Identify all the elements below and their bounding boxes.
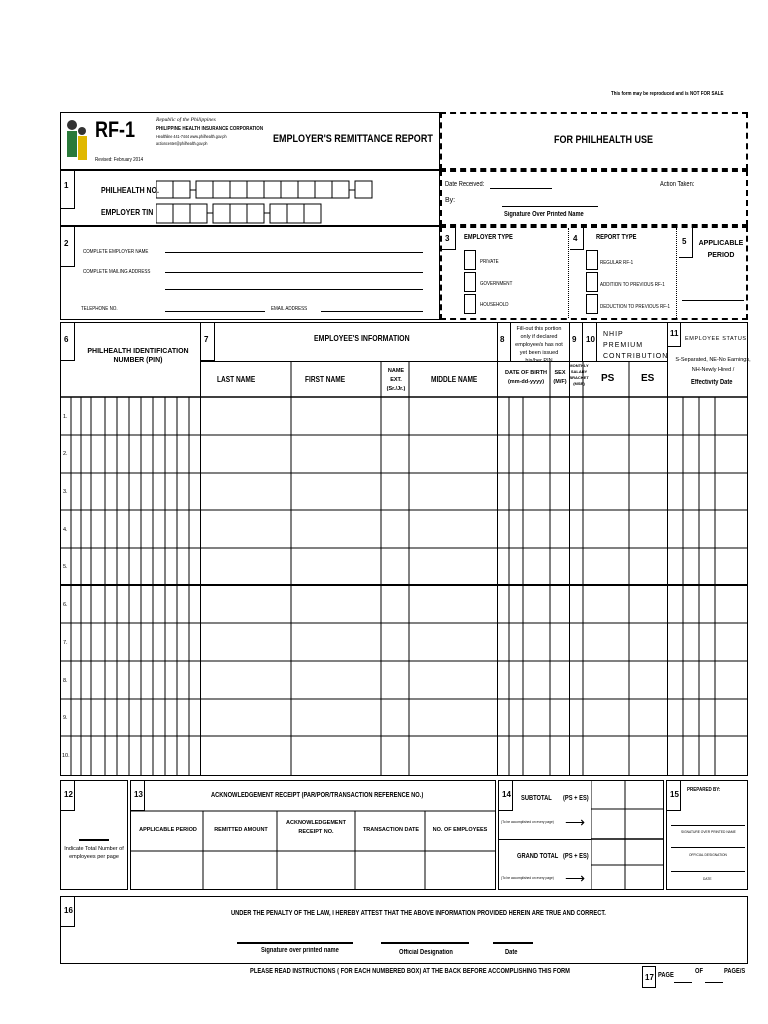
msb-header: MONTHLY SALARY BRACKET (MSB) bbox=[569, 363, 589, 386]
col-applicable-period: APPLICABLE PERIOD bbox=[139, 827, 197, 833]
ps-header: PS bbox=[601, 373, 615, 384]
row-number: 10. bbox=[62, 753, 70, 759]
addition-label: ADDITION TO PREVIOUS RF-1 bbox=[600, 282, 665, 288]
signature-field[interactable] bbox=[237, 942, 353, 944]
reproduction-notice: This form may be reproduced and is NOT FOR SALE bbox=[610, 91, 724, 97]
page-label: PAGE bbox=[658, 972, 674, 979]
philhealth-use-label: FOR PHILHEALTH USE bbox=[554, 134, 654, 146]
section-3-number: 3 bbox=[442, 228, 456, 250]
section-12 bbox=[60, 780, 128, 890]
instructions-note: PLEASE READ INSTRUCTIONS ( FOR EACH NUMBERED BOX) AT THE BACK BEFORE ACCOMPLISHING THIS FORM bbox=[250, 968, 570, 975]
philhealth-no-label: PHILHEALTH NO. bbox=[101, 185, 159, 195]
report-title: EMPLOYER'S REMITTANCE REPORT bbox=[273, 133, 433, 145]
col-remitted-amount: REMITTED AMOUNT bbox=[214, 827, 268, 833]
totals-grid bbox=[591, 781, 663, 889]
regular-rf1-label: REGULAR RF-1 bbox=[600, 260, 634, 266]
section-10-number: 10 bbox=[583, 323, 597, 361]
date-field[interactable] bbox=[671, 871, 745, 872]
section-15-number: 15 bbox=[667, 781, 681, 811]
sex-header: SEX (M/F) bbox=[553, 370, 567, 385]
prepared-by-label: PREPARED BY: bbox=[687, 787, 721, 793]
total-pages-field[interactable] bbox=[705, 982, 723, 983]
pin-header: PHILHEALTH IDENTIFICATION NUMBER (PIN) bbox=[87, 348, 189, 364]
mailing-address-field-2[interactable] bbox=[165, 289, 423, 290]
mailing-address-label: COMPLETE MAILING ADDRESS bbox=[83, 269, 151, 275]
regular-rf1-checkbox[interactable] bbox=[586, 250, 598, 270]
employer-name-label: COMPLETE EMPLOYER NAME bbox=[83, 249, 149, 255]
attestation-text: UNDER THE PENALTY OF THE LAW, I HEREBY ATTEST THAT THE ABOVE INFORMATION PROVIDED HEREIN ARE TRUE AND CORRECT. bbox=[231, 910, 606, 917]
dob-header: DATE OF BIRTH (mm-dd-yyyy) bbox=[504, 370, 548, 385]
section-5-number: 5 bbox=[679, 228, 693, 258]
philhealth-logo-icon bbox=[65, 119, 89, 165]
email-field[interactable] bbox=[321, 311, 423, 312]
total-employees-label: Indicate Total Number of employees per page bbox=[64, 846, 124, 860]
section-13 bbox=[130, 780, 496, 890]
contact-line-1: Healthline 441-7444 www.philhealth.gov.ph bbox=[156, 134, 227, 139]
philhealth-no-input[interactable] bbox=[156, 180, 376, 205]
section-2-number: 2 bbox=[61, 227, 75, 267]
philhealth-use-box bbox=[440, 112, 748, 170]
row-number: 7. bbox=[63, 640, 68, 646]
sections-3-4-5 bbox=[440, 226, 748, 320]
applicable-period-title: APPLICABLE PERIOD bbox=[698, 240, 744, 259]
row-number: 3. bbox=[63, 489, 68, 495]
premium-header: NHIP PREMIUM CONTRIBUTION bbox=[603, 331, 669, 360]
designation-field[interactable] bbox=[381, 942, 469, 944]
first-name-header: FIRST NAME bbox=[305, 375, 346, 384]
of-label: OF bbox=[695, 968, 703, 975]
section-1-number: 1 bbox=[61, 171, 75, 209]
deduction-label: DEDUCTION TO PREVIOUS RF-1 bbox=[600, 304, 671, 310]
effectivity-header: Effectivity Date bbox=[691, 379, 733, 386]
official-designation-label: OFFICIAL DESIGNATION bbox=[689, 852, 727, 857]
signature-label: Signature over printed name bbox=[261, 947, 339, 954]
status-legend: S-Separated, NE-No Earnings, NH-Newly Hired / bbox=[675, 357, 751, 373]
section-16-number: 16 bbox=[61, 897, 75, 927]
total-employees-field[interactable] bbox=[79, 839, 109, 841]
grand-total-every-page: (To be accomplished on every page) bbox=[501, 875, 554, 880]
prepared-by-signature-field[interactable] bbox=[671, 825, 745, 826]
subtotal-ps-es: (PS + ES) bbox=[563, 795, 589, 802]
form-header bbox=[60, 112, 440, 170]
deduction-checkbox[interactable] bbox=[586, 294, 598, 314]
date-field[interactable] bbox=[493, 942, 533, 944]
section-11-number: 11 bbox=[667, 323, 681, 347]
email-label: EMAIL ADDRESS bbox=[271, 306, 308, 312]
report-type-title: REPORT TYPE bbox=[596, 234, 637, 241]
employee-table bbox=[60, 322, 751, 776]
revised-date: Revised: February 2014 bbox=[95, 157, 144, 163]
subtotal-every-page: (To be accomplished on every page) bbox=[501, 819, 554, 824]
signature-label: Signature Over Printed Name bbox=[504, 211, 584, 218]
date-label: Date bbox=[505, 949, 518, 956]
date-label: DATE bbox=[703, 876, 712, 881]
section-7-number: 7 bbox=[201, 323, 215, 361]
employee-status-header: EMPLOYEE STATUS bbox=[685, 336, 747, 342]
grand-total-arrow-icon: ⟶ bbox=[565, 870, 586, 886]
section-17-number: 17 bbox=[642, 966, 656, 988]
col-ack-receipt-no: ACKNOWLEDGEMENT RECEIPT NO. bbox=[286, 820, 346, 835]
section-2 bbox=[60, 226, 440, 320]
telephone-label: TELEPHONE NO. bbox=[81, 306, 118, 312]
government-checkbox[interactable] bbox=[464, 272, 476, 292]
grand-total-ps-es: (PS + ES) bbox=[563, 853, 589, 860]
section-1 bbox=[60, 170, 440, 226]
section-16 bbox=[60, 896, 748, 964]
addition-checkbox[interactable] bbox=[586, 272, 598, 292]
fill-out-note: Fill-out this portion only if declared employee/s has not yet been issued his/her PIN bbox=[515, 326, 563, 364]
philhealth-use-section-1 bbox=[440, 170, 748, 226]
designation-field[interactable] bbox=[671, 847, 745, 848]
employer-type-title: EMPLOYER TYPE bbox=[464, 234, 513, 241]
date-received-label: Date Received: bbox=[445, 181, 485, 188]
section-9-number: 9 bbox=[569, 323, 583, 361]
private-label: PRIVATE bbox=[480, 259, 499, 265]
official-designation-label: Official Designation bbox=[399, 949, 453, 956]
mailing-address-field-1[interactable] bbox=[165, 272, 423, 273]
row-number: 2. bbox=[63, 451, 68, 457]
ack-title: ACKNOWLEDGEMENT RECEIPT (PAR/POR/TRANSACTION REFERENCE NO.) bbox=[211, 792, 424, 799]
row-number: 4. bbox=[63, 527, 68, 533]
employer-name-field[interactable] bbox=[165, 252, 423, 253]
pages-label: PAGE/S bbox=[724, 968, 746, 975]
page-number-field[interactable] bbox=[674, 982, 692, 983]
row-number: 8. bbox=[63, 678, 68, 684]
corporation-name: PHILIPPINE HEALTH INSURANCE CORPORATION bbox=[156, 126, 264, 132]
section-14-number: 14 bbox=[499, 781, 513, 811]
row-number: 5. bbox=[63, 564, 68, 570]
form-code: RF-1 bbox=[95, 117, 136, 142]
row-number: 9. bbox=[63, 715, 68, 721]
name-ext-header: NAME EXT. (Sr./Jr.) bbox=[386, 368, 406, 392]
section-14 bbox=[498, 780, 664, 890]
section-4-number: 4 bbox=[570, 228, 584, 250]
household-label: HOUSEHOLD bbox=[480, 302, 509, 308]
middle-name-header: MIDDLE NAME bbox=[431, 375, 478, 384]
subtotal-arrow-icon: ⟶ bbox=[565, 814, 586, 830]
subtotal-label: SUBTOTAL bbox=[521, 795, 552, 802]
col-no-employees: NO. OF EMPLOYEES bbox=[432, 827, 488, 833]
government-label: GOVERNMENT bbox=[480, 281, 513, 287]
date-received-field[interactable] bbox=[490, 188, 552, 189]
row-number: 6. bbox=[63, 602, 68, 608]
action-taken-label: Action Taken: bbox=[660, 181, 695, 188]
republic-label: Republic of the Philippines bbox=[156, 117, 216, 123]
private-checkbox[interactable] bbox=[464, 250, 476, 270]
table-grid bbox=[61, 323, 747, 775]
by-label: By: bbox=[445, 197, 456, 204]
section-13-number: 13 bbox=[131, 781, 145, 811]
telephone-field[interactable] bbox=[165, 311, 265, 312]
section-15 bbox=[666, 780, 748, 890]
employer-tin-label: EMPLOYER TIN bbox=[101, 207, 154, 217]
household-checkbox[interactable] bbox=[464, 294, 476, 314]
section-8-number: 8 bbox=[497, 323, 511, 361]
last-name-header: LAST NAME bbox=[217, 375, 256, 384]
applicable-period-field[interactable] bbox=[682, 300, 744, 301]
section-12-number: 12 bbox=[61, 781, 75, 811]
es-header: ES bbox=[641, 373, 655, 384]
row-number: 1. bbox=[63, 414, 68, 420]
grand-total-label: GRAND TOTAL bbox=[517, 853, 559, 860]
contact-line-2: actioncenter@philhealth.gov.ph bbox=[156, 141, 208, 146]
employee-info-header: EMPLOYEE'S INFORMATION bbox=[314, 333, 410, 343]
col-transaction-date: TRANSACTION DATE bbox=[362, 827, 420, 833]
section-6-number: 6 bbox=[61, 323, 75, 361]
by-field[interactable] bbox=[502, 206, 598, 207]
signature-over-name-label: SIGNATURE OVER PRINTED NAME bbox=[681, 829, 736, 834]
